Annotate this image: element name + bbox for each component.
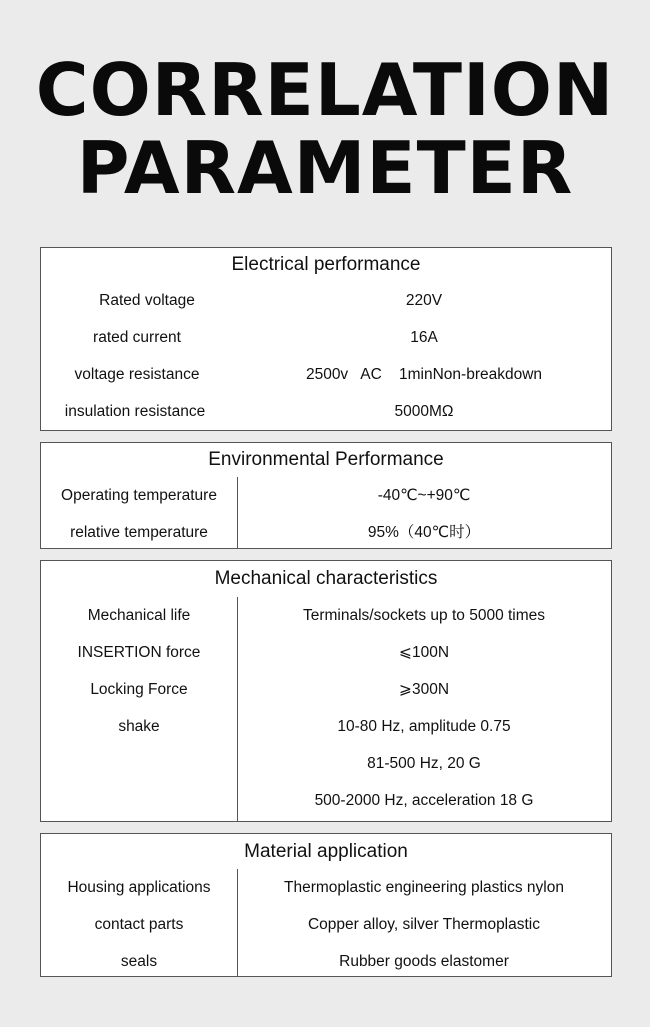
table-row bbox=[41, 943, 611, 980]
row-value: ⩽100N bbox=[398, 644, 450, 661]
row-label bbox=[41, 782, 237, 819]
page-title-line-1: CORRELATION bbox=[35, 48, 615, 132]
table-row bbox=[41, 671, 611, 708]
table-row bbox=[41, 745, 611, 782]
row-label: contact parts bbox=[94, 916, 184, 933]
row-value: 81-500 Hz, 20 G bbox=[367, 755, 481, 772]
row-label bbox=[41, 745, 237, 782]
table-row bbox=[41, 869, 611, 906]
row-label: seals bbox=[120, 953, 158, 970]
table-row bbox=[41, 356, 611, 393]
row-label: voltage resistance bbox=[74, 366, 200, 383]
row-label: Rated voltage bbox=[99, 292, 195, 309]
table-heading: Environmental Performance bbox=[208, 449, 444, 470]
table-row bbox=[41, 708, 611, 745]
table-row bbox=[41, 282, 611, 319]
row-value: Rubber goods elastomer bbox=[339, 953, 509, 970]
table-row bbox=[41, 597, 611, 634]
table-heading: Material application bbox=[244, 841, 408, 862]
material-application-table bbox=[40, 833, 612, 977]
row-label: relative temperature bbox=[70, 524, 208, 541]
row-value: 16A bbox=[410, 329, 438, 346]
table-row bbox=[41, 906, 611, 943]
row-value: Thermoplastic engineering plastics nylon bbox=[283, 879, 564, 896]
row-value: 95%（40℃时） bbox=[367, 524, 481, 541]
row-label: INSERTION force bbox=[77, 644, 201, 661]
row-label: Mechanical life bbox=[87, 607, 191, 624]
row-label: shake bbox=[118, 718, 160, 735]
row-value: 220V bbox=[405, 292, 443, 309]
table-row bbox=[41, 477, 611, 514]
row-label: Locking Force bbox=[90, 681, 188, 698]
row-value: Copper alloy, silver Thermoplastic bbox=[307, 916, 540, 933]
table-heading: Mechanical characteristics bbox=[214, 568, 438, 589]
row-value: 2500v AC 1minNon-breakdown bbox=[305, 366, 543, 383]
table-row bbox=[41, 634, 611, 671]
row-value: 5000MΩ bbox=[394, 403, 454, 420]
row-label: Operating temperature bbox=[61, 487, 217, 504]
row-label: insulation resistance bbox=[64, 403, 206, 420]
row-value: 10-80 Hz, amplitude 0.75 bbox=[337, 718, 511, 735]
row-value: -40℃~+90℃ bbox=[377, 487, 471, 504]
row-label: rated current bbox=[93, 329, 181, 346]
table-heading: Electrical performance bbox=[231, 254, 421, 275]
row-label: Housing applications bbox=[67, 879, 211, 896]
environmental-performance-table bbox=[40, 442, 612, 549]
table-row bbox=[41, 782, 611, 819]
electrical-performance-table bbox=[40, 247, 612, 431]
row-value: Terminals/sockets up to 5000 times bbox=[302, 607, 546, 624]
page-title-line-2: PARAMETER bbox=[76, 126, 574, 210]
row-value: ⩾300N bbox=[398, 681, 450, 698]
table-row bbox=[41, 514, 611, 551]
table-row bbox=[41, 319, 611, 356]
mechanical-characteristics-table bbox=[40, 560, 612, 822]
row-value: 500-2000 Hz, acceleration 18 G bbox=[314, 792, 534, 809]
table-row bbox=[41, 393, 611, 430]
